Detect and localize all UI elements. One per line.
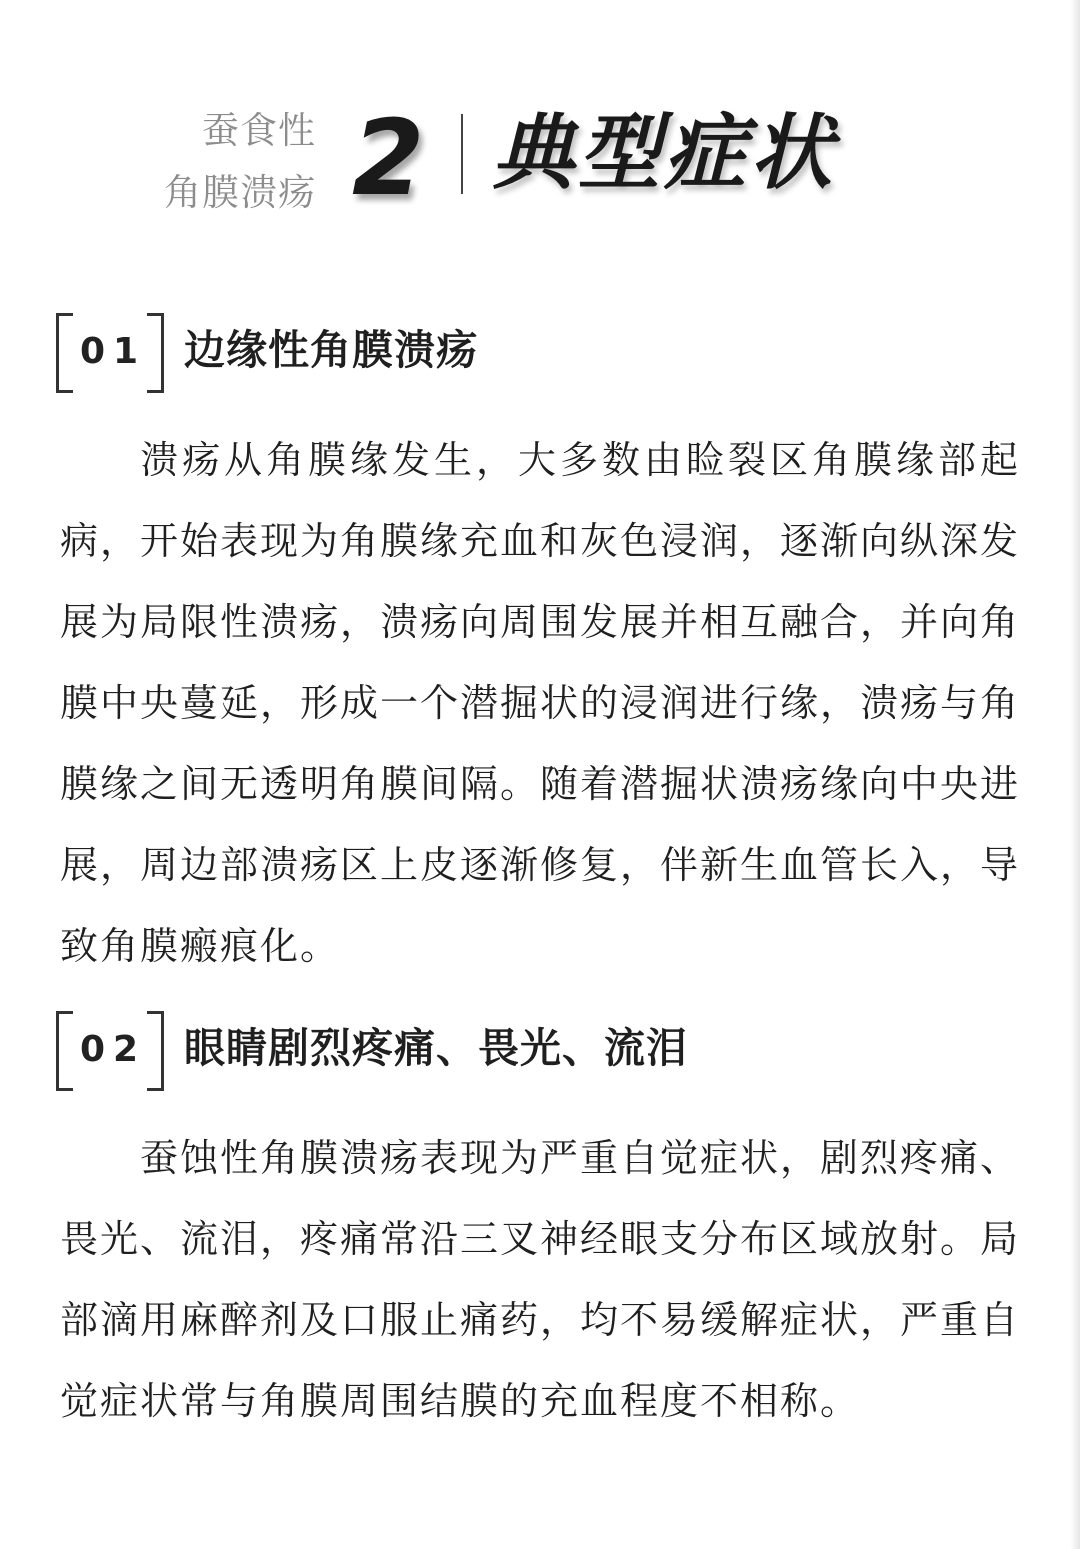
section-number-box xyxy=(56,1011,164,1089)
section-number: 01 xyxy=(79,331,147,372)
chapter-title: 典型症状 xyxy=(492,106,836,201)
section-body-02: 蚕蚀性角膜溃疡表现为严重自觉症状，剧烈疼痛、畏光、流泪，疼痛常沿三叉神经眼支分布区域放射。局部滴用麻醉剂及口服止痛药，均不易缓解症状，严重自觉症状常与角膜周围结膜的充血程度不相称。 xyxy=(60,1136,1021,1423)
page-edge-shadow xyxy=(1070,0,1080,1549)
chapter-number: 2 xyxy=(352,97,425,219)
chapter-divider xyxy=(461,114,463,194)
section-number: 02 xyxy=(79,1029,147,1070)
section-title: 眼睛剧烈疼痛、畏光、流泪 xyxy=(184,1024,688,1072)
chapter-header xyxy=(0,96,1080,226)
topic-line-1: 蚕食性 xyxy=(202,109,316,152)
topic-label xyxy=(120,100,316,224)
section-title: 边缘性角膜溃疡 xyxy=(184,326,478,374)
section-heading-01 xyxy=(56,313,956,391)
section-body-01: 溃疡从角膜缘发生，大多数由睑裂区角膜缘部起病，开始表现为角膜缘充血和灰色浸润，逐渐向纵深发展为局限性溃疡，溃疡向周围发展并相互融合，并向角膜中央蔓延，形成一个潜掘状的浸润进行缘，溃疡与角膜缘之间无透明角膜间隔。随着潜掘状溃疡缘向中央进展，周边部溃疡区上皮逐渐修复，伴新生血管长入，导致角膜瘢痕化。 xyxy=(60,438,1021,968)
topic-line-2: 角膜溃疡 xyxy=(164,171,316,214)
section-number-box xyxy=(56,313,164,391)
section-heading-02 xyxy=(56,1011,956,1089)
